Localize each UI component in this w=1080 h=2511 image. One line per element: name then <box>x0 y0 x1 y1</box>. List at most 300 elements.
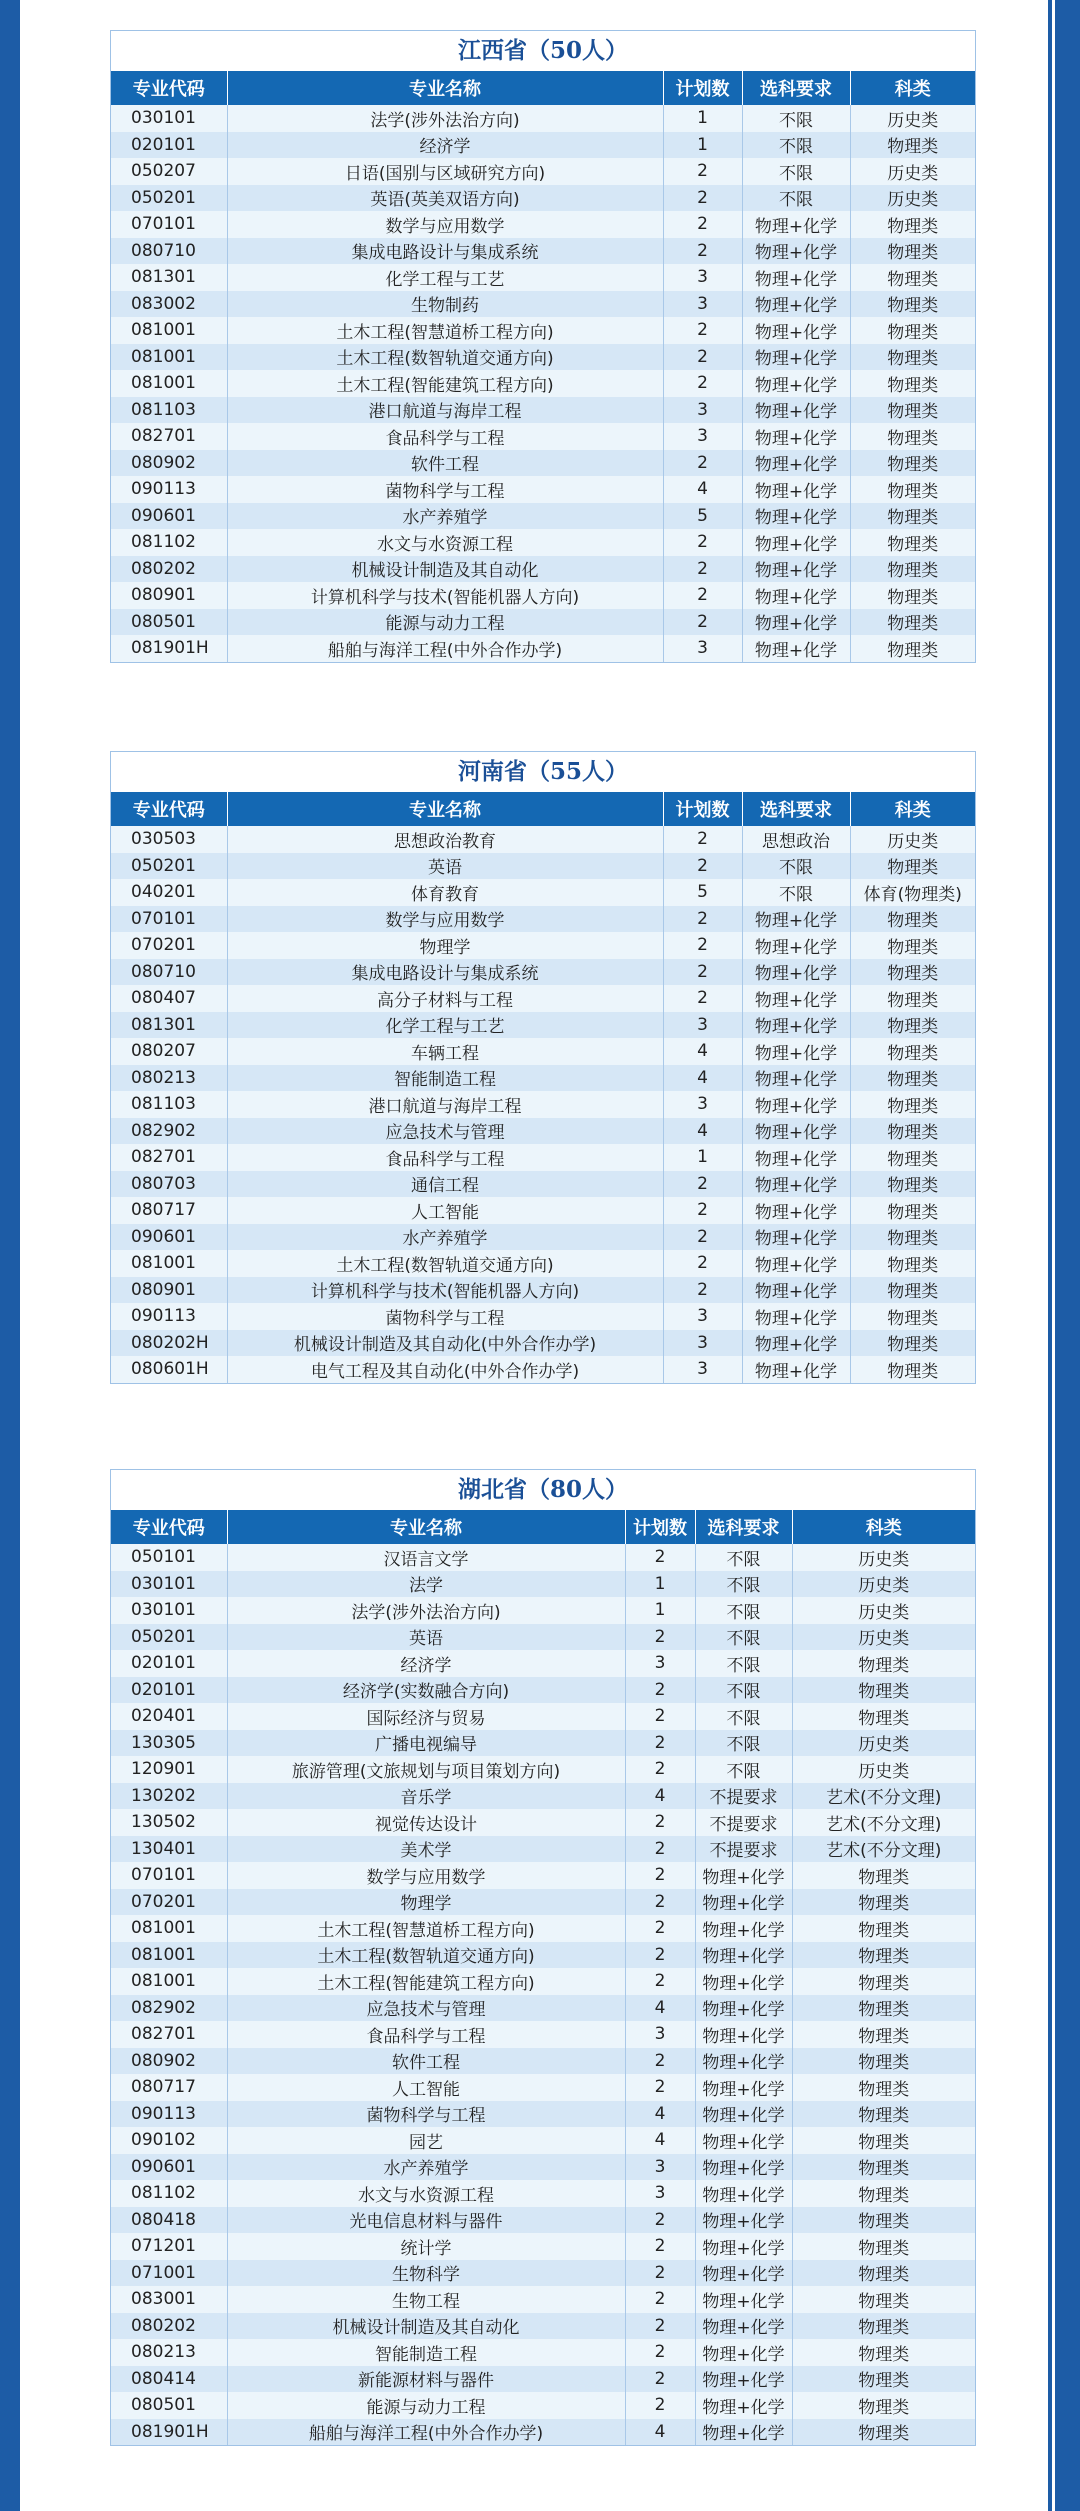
table-row <box>111 2101 975 2128</box>
table-row <box>111 2392 975 2419</box>
category-cell: 历史类 <box>792 1597 975 1624</box>
plan-count-cell: 3 <box>625 2154 695 2181</box>
subject-requirement-cell: 不提要求 <box>695 1783 792 1810</box>
plan-count-cell: 2 <box>663 238 742 265</box>
category-cell: 物理类 <box>850 1118 975 1145</box>
subject-requirement-cell: 物理+化学 <box>695 1942 792 1969</box>
major-code-cell: 070201 <box>111 932 227 959</box>
category-cell: 物理类 <box>792 2101 975 2128</box>
table-row <box>111 1995 975 2022</box>
table-row <box>111 2074 975 2101</box>
table-row <box>111 450 975 477</box>
plan-count-cell: 2 <box>625 1544 695 1571</box>
major-code-cell: 081001 <box>111 344 227 371</box>
major-code-cell: 090113 <box>111 476 227 503</box>
category-cell: 物理类 <box>792 2366 975 2393</box>
right-border-line <box>1048 0 1052 2511</box>
table-row <box>111 2419 975 2446</box>
plan-count-cell: 3 <box>663 1330 742 1357</box>
category-cell: 物理类 <box>792 2127 975 2154</box>
major-name-cell: 英语(英美双语方向) <box>227 185 663 212</box>
category-cell: 物理类 <box>792 2419 975 2446</box>
major-name-cell: 国际经济与贸易 <box>227 1703 625 1730</box>
table-row <box>111 1915 975 1942</box>
table-row <box>111 1571 975 1598</box>
major-name-cell: 水产养殖学 <box>227 2154 625 2181</box>
category-cell: 物理类 <box>792 2339 975 2366</box>
subject-requirement-cell: 物理+化学 <box>742 1038 850 1065</box>
province-title: 湖北省（80人） <box>111 1470 975 1510</box>
category-cell: 物理类 <box>850 397 975 424</box>
category-cell: 物理类 <box>850 932 975 959</box>
table-row <box>111 291 975 318</box>
category-cell: 物理类 <box>850 1197 975 1224</box>
major-code-cell: 080901 <box>111 1277 227 1304</box>
subject-requirement-cell: 物理+化学 <box>742 609 850 636</box>
table-row <box>111 1730 975 1757</box>
subject-requirement-cell: 物理+化学 <box>695 1862 792 1889</box>
subject-requirement-cell: 物理+化学 <box>742 1303 850 1330</box>
major-name-cell: 应急技术与管理 <box>227 1995 625 2022</box>
category-cell: 物理类 <box>850 291 975 318</box>
major-name-cell: 计算机科学与技术(智能机器人方向) <box>227 582 663 609</box>
major-code-cell: 080901 <box>111 582 227 609</box>
subject-requirement-cell: 物理+化学 <box>742 476 850 503</box>
header-plan-count: 计划数 <box>663 71 742 105</box>
subject-requirement-cell: 不限 <box>742 132 850 159</box>
category-cell: 物理类 <box>850 1144 975 1171</box>
major-name-cell: 统计学 <box>227 2233 625 2260</box>
subject-requirement-cell: 物理+化学 <box>695 2366 792 2393</box>
major-code-cell: 080717 <box>111 2074 227 2101</box>
category-cell: 物理类 <box>850 582 975 609</box>
header-subject-requirement: 选科要求 <box>742 71 850 105</box>
major-name-cell: 英语 <box>227 853 663 880</box>
subject-requirement-cell: 不限 <box>695 1650 792 1677</box>
major-code-cell: 030101 <box>111 105 227 132</box>
table-row <box>111 1171 975 1198</box>
plan-count-cell: 3 <box>663 1091 742 1118</box>
major-name-cell: 经济学 <box>227 132 663 159</box>
subject-requirement-cell: 物理+化学 <box>742 238 850 265</box>
category-cell: 物理类 <box>792 1703 975 1730</box>
category-cell: 物理类 <box>792 2154 975 2181</box>
major-name-cell: 集成电路设计与集成系统 <box>227 238 663 265</box>
major-code-cell: 080717 <box>111 1197 227 1224</box>
category-cell: 物理类 <box>792 1915 975 1942</box>
major-code-cell: 082902 <box>111 1118 227 1145</box>
table-row <box>111 2154 975 2181</box>
category-cell: 物理类 <box>850 853 975 880</box>
table-row <box>111 2127 975 2154</box>
table-row <box>111 2180 975 2207</box>
category-cell: 历史类 <box>792 1756 975 1783</box>
plan-count-cell: 4 <box>663 1038 742 1065</box>
major-name-cell: 人工智能 <box>227 1197 663 1224</box>
category-cell: 物理类 <box>792 2233 975 2260</box>
table-header-row <box>111 792 975 826</box>
category-cell: 物理类 <box>850 503 975 530</box>
plan-count-cell: 3 <box>625 2180 695 2207</box>
table-row <box>111 635 975 662</box>
category-cell: 物理类 <box>792 2180 975 2207</box>
subject-requirement-cell: 不限 <box>742 853 850 880</box>
major-name-cell: 机械设计制造及其自动化(中外合作办学) <box>227 1330 663 1357</box>
category-cell: 物理类 <box>792 1968 975 1995</box>
plan-count-cell: 2 <box>625 1624 695 1651</box>
subject-requirement-cell: 物理+化学 <box>742 1144 850 1171</box>
table-row <box>111 397 975 424</box>
major-code-cell: 080202 <box>111 2313 227 2340</box>
category-cell: 物理类 <box>850 1091 975 1118</box>
category-cell: 物理类 <box>792 2048 975 2075</box>
table-row <box>111 556 975 583</box>
major-name-cell: 数学与应用数学 <box>227 906 663 933</box>
category-cell: 物理类 <box>792 1889 975 1916</box>
table-row <box>111 826 975 853</box>
major-name-cell: 食品科学与工程 <box>227 2021 625 2048</box>
major-code-cell: 130502 <box>111 1809 227 1836</box>
table-row <box>111 1197 975 1224</box>
category-cell: 物理类 <box>850 264 975 291</box>
major-name-cell: 应急技术与管理 <box>227 1118 663 1145</box>
major-name-cell: 物理学 <box>227 1889 625 1916</box>
table-row <box>111 503 975 530</box>
major-name-cell: 广播电视编导 <box>227 1730 625 1757</box>
major-code-cell: 080414 <box>111 2366 227 2393</box>
plan-count-cell: 2 <box>625 2339 695 2366</box>
table-row <box>111 185 975 212</box>
category-cell: 物理类 <box>850 238 975 265</box>
right-border-stripe <box>1055 0 1080 2511</box>
subject-requirement-cell: 物理+化学 <box>695 2419 792 2446</box>
table-row <box>111 1277 975 1304</box>
major-code-cell: 020101 <box>111 1650 227 1677</box>
table-hubei <box>110 1469 976 2446</box>
table-row <box>111 1783 975 1810</box>
major-code-cell: 090601 <box>111 2154 227 2181</box>
subject-requirement-cell: 物理+化学 <box>695 2048 792 2075</box>
major-name-cell: 菌物科学与工程 <box>227 1303 663 1330</box>
category-cell: 艺术(不分文理) <box>792 1836 975 1863</box>
subject-requirement-cell: 物理+化学 <box>695 2339 792 2366</box>
table-row <box>111 1862 975 1889</box>
category-cell: 物理类 <box>792 2392 975 2419</box>
major-name-cell: 视觉传达设计 <box>227 1809 625 1836</box>
plan-count-cell: 2 <box>663 158 742 185</box>
category-cell: 体育(物理类) <box>850 879 975 906</box>
plan-count-cell: 2 <box>663 211 742 238</box>
category-cell: 物理类 <box>850 529 975 556</box>
table-jiangxi <box>110 30 976 663</box>
table-row <box>111 2286 975 2313</box>
subject-requirement-cell: 物理+化学 <box>742 1356 850 1383</box>
plan-count-cell: 2 <box>625 1942 695 1969</box>
major-code-cell: 050201 <box>111 185 227 212</box>
category-cell: 物理类 <box>850 1012 975 1039</box>
subject-requirement-cell: 物理+化学 <box>742 1012 850 1039</box>
admission-plan-table <box>111 71 975 662</box>
table-row <box>111 2021 975 2048</box>
subject-requirement-cell: 物理+化学 <box>695 2101 792 2128</box>
major-code-cell: 070101 <box>111 211 227 238</box>
subject-requirement-cell: 物理+化学 <box>695 1915 792 1942</box>
plan-count-cell: 3 <box>663 1356 742 1383</box>
subject-requirement-cell: 不限 <box>695 1597 792 1624</box>
plan-count-cell: 2 <box>625 2207 695 2234</box>
category-cell: 物理类 <box>850 344 975 371</box>
major-code-cell: 080501 <box>111 609 227 636</box>
table-row <box>111 1012 975 1039</box>
major-code-cell: 081001 <box>111 1915 227 1942</box>
major-name-cell: 智能制造工程 <box>227 1065 663 1092</box>
major-code-cell: 080202H <box>111 1330 227 1357</box>
table-row <box>111 1250 975 1277</box>
plan-count-cell: 2 <box>663 556 742 583</box>
major-code-cell: 020401 <box>111 1703 227 1730</box>
subject-requirement-cell: 物理+化学 <box>742 450 850 477</box>
table-row <box>111 1356 975 1383</box>
major-code-cell: 020101 <box>111 1677 227 1704</box>
subject-requirement-cell: 物理+化学 <box>695 2074 792 2101</box>
major-code-cell: 090601 <box>111 1224 227 1251</box>
header-major-name: 专业名称 <box>227 1510 625 1544</box>
major-name-cell: 通信工程 <box>227 1171 663 1198</box>
category-cell: 物理类 <box>850 1224 975 1251</box>
major-code-cell: 020101 <box>111 132 227 159</box>
major-name-cell: 能源与动力工程 <box>227 609 663 636</box>
plan-count-cell: 2 <box>663 529 742 556</box>
major-code-cell: 030101 <box>111 1597 227 1624</box>
subject-requirement-cell: 物理+化学 <box>695 1995 792 2022</box>
plan-count-cell: 1 <box>663 132 742 159</box>
major-name-cell: 土木工程(智慧道桥工程方向) <box>227 1915 625 1942</box>
category-cell: 历史类 <box>850 158 975 185</box>
plan-count-cell: 1 <box>663 1144 742 1171</box>
subject-requirement-cell: 物理+化学 <box>742 1197 850 1224</box>
table-row <box>111 1144 975 1171</box>
subject-requirement-cell: 不限 <box>742 105 850 132</box>
major-name-cell: 食品科学与工程 <box>227 423 663 450</box>
category-cell: 物理类 <box>792 2260 975 2287</box>
subject-requirement-cell: 物理+化学 <box>742 529 850 556</box>
category-cell: 历史类 <box>850 826 975 853</box>
plan-count-cell: 2 <box>625 1756 695 1783</box>
subject-requirement-cell: 物理+化学 <box>695 1889 792 1916</box>
major-name-cell: 音乐学 <box>227 1783 625 1810</box>
major-name-cell: 物理学 <box>227 932 663 959</box>
major-name-cell: 人工智能 <box>227 2074 625 2101</box>
plan-count-cell: 2 <box>625 1968 695 1995</box>
plan-count-cell: 2 <box>625 2392 695 2419</box>
category-cell: 历史类 <box>792 1571 975 1598</box>
major-code-cell: 082701 <box>111 2021 227 2048</box>
major-code-cell: 081102 <box>111 529 227 556</box>
table-row <box>111 985 975 1012</box>
plan-count-cell: 4 <box>625 2127 695 2154</box>
category-cell: 物理类 <box>850 132 975 159</box>
major-code-cell: 081001 <box>111 370 227 397</box>
major-name-cell: 法学(涉外法治方向) <box>227 1597 625 1624</box>
major-name-cell: 软件工程 <box>227 450 663 477</box>
province-title: 江西省（50人） <box>111 31 975 71</box>
plan-count-cell: 2 <box>625 2313 695 2340</box>
major-code-cell: 080710 <box>111 959 227 986</box>
subject-requirement-cell: 物理+化学 <box>742 264 850 291</box>
table-header-row <box>111 71 975 105</box>
subject-requirement-cell: 不提要求 <box>695 1836 792 1863</box>
plan-count-cell: 3 <box>663 264 742 291</box>
table-row <box>111 2048 975 2075</box>
plan-count-cell: 3 <box>625 2021 695 2048</box>
major-code-cell: 090601 <box>111 503 227 530</box>
table-row <box>111 2366 975 2393</box>
subject-requirement-cell: 物理+化学 <box>742 1330 850 1357</box>
subject-requirement-cell: 物理+化学 <box>695 2154 792 2181</box>
table-row <box>111 1650 975 1677</box>
subject-requirement-cell: 物理+化学 <box>742 370 850 397</box>
category-cell: 历史类 <box>792 1544 975 1571</box>
table-row <box>111 1677 975 1704</box>
table-row <box>111 1224 975 1251</box>
header-category: 科类 <box>850 71 975 105</box>
plan-count-cell: 2 <box>663 985 742 1012</box>
subject-requirement-cell: 不限 <box>695 1624 792 1651</box>
subject-requirement-cell: 物理+化学 <box>742 317 850 344</box>
category-cell: 物理类 <box>850 1277 975 1304</box>
category-cell: 物理类 <box>792 1650 975 1677</box>
category-cell: 物理类 <box>792 1677 975 1704</box>
major-code-cell: 070101 <box>111 1862 227 1889</box>
table-row <box>111 1889 975 1916</box>
major-code-cell: 080213 <box>111 1065 227 1092</box>
table-henan <box>110 751 976 1384</box>
header-major-code: 专业代码 <box>111 792 227 826</box>
subject-requirement-cell: 物理+化学 <box>742 932 850 959</box>
plan-count-cell: 1 <box>663 105 742 132</box>
plan-count-cell: 2 <box>625 2233 695 2260</box>
plan-count-cell: 2 <box>625 1862 695 1889</box>
major-name-cell: 机械设计制造及其自动化 <box>227 556 663 583</box>
major-code-cell: 090113 <box>111 2101 227 2128</box>
plan-count-cell: 2 <box>625 2260 695 2287</box>
header-plan-count: 计划数 <box>625 1510 695 1544</box>
major-code-cell: 081301 <box>111 1012 227 1039</box>
subject-requirement-cell: 不限 <box>695 1703 792 1730</box>
major-code-cell: 071001 <box>111 2260 227 2287</box>
subject-requirement-cell: 物理+化学 <box>742 985 850 1012</box>
table-row <box>111 1597 975 1624</box>
major-code-cell: 080710 <box>111 238 227 265</box>
category-cell: 历史类 <box>850 185 975 212</box>
category-cell: 物理类 <box>850 1356 975 1383</box>
major-code-cell: 120901 <box>111 1756 227 1783</box>
plan-count-cell: 2 <box>625 1703 695 1730</box>
major-code-cell: 071201 <box>111 2233 227 2260</box>
major-code-cell: 081901H <box>111 635 227 662</box>
subject-requirement-cell: 物理+化学 <box>742 1277 850 1304</box>
subject-requirement-cell: 物理+化学 <box>742 291 850 318</box>
subject-requirement-cell: 物理+化学 <box>742 1224 850 1251</box>
major-name-cell: 生物制药 <box>227 291 663 318</box>
major-name-cell: 水文与水资源工程 <box>227 2180 625 2207</box>
major-code-cell: 080213 <box>111 2339 227 2366</box>
major-name-cell: 菌物科学与工程 <box>227 476 663 503</box>
header-plan-count: 计划数 <box>663 792 742 826</box>
plan-count-cell: 3 <box>663 1303 742 1330</box>
major-name-cell: 土木工程(数智轨道交通方向) <box>227 1942 625 1969</box>
major-name-cell: 智能制造工程 <box>227 2339 625 2366</box>
table-row <box>111 959 975 986</box>
plan-count-cell: 4 <box>625 1783 695 1810</box>
header-major-code: 专业代码 <box>111 1510 227 1544</box>
subject-requirement-cell: 物理+化学 <box>695 2127 792 2154</box>
table-row <box>111 2233 975 2260</box>
major-code-cell: 082701 <box>111 1144 227 1171</box>
major-code-cell: 080703 <box>111 1171 227 1198</box>
major-name-cell: 能源与动力工程 <box>227 2392 625 2419</box>
category-cell: 物理类 <box>850 1038 975 1065</box>
plan-count-cell: 2 <box>663 1197 742 1224</box>
table-row <box>111 423 975 450</box>
plan-count-cell: 2 <box>625 1809 695 1836</box>
major-name-cell: 经济学(实数融合方向) <box>227 1677 625 1704</box>
major-name-cell: 新能源材料与器件 <box>227 2366 625 2393</box>
plan-count-cell: 1 <box>625 1571 695 1598</box>
category-cell: 历史类 <box>850 105 975 132</box>
category-cell: 物理类 <box>792 1995 975 2022</box>
major-code-cell: 081103 <box>111 1091 227 1118</box>
major-code-cell: 070101 <box>111 906 227 933</box>
subject-requirement-cell: 不限 <box>695 1677 792 1704</box>
category-cell: 物理类 <box>850 1250 975 1277</box>
category-cell: 历史类 <box>792 1624 975 1651</box>
plan-count-cell: 4 <box>625 2419 695 2446</box>
category-cell: 物理类 <box>850 1065 975 1092</box>
table-row <box>111 476 975 503</box>
major-code-cell: 090102 <box>111 2127 227 2154</box>
subject-requirement-cell: 物理+化学 <box>742 556 850 583</box>
plan-count-cell: 2 <box>663 317 742 344</box>
major-code-cell: 090113 <box>111 1303 227 1330</box>
table-row <box>111 1836 975 1863</box>
plan-count-cell: 4 <box>663 476 742 503</box>
plan-count-cell: 3 <box>663 635 742 662</box>
major-name-cell: 机械设计制造及其自动化 <box>227 2313 625 2340</box>
subject-requirement-cell: 不限 <box>695 1571 792 1598</box>
table-row <box>111 529 975 556</box>
major-name-cell: 日语(国别与区域研究方向) <box>227 158 663 185</box>
major-code-cell: 081001 <box>111 1250 227 1277</box>
subject-requirement-cell: 物理+化学 <box>742 1091 850 1118</box>
major-name-cell: 船舶与海洋工程(中外合作办学) <box>227 635 663 662</box>
table-row <box>111 264 975 291</box>
category-cell: 物理类 <box>850 211 975 238</box>
plan-count-cell: 2 <box>663 906 742 933</box>
table-row <box>111 1756 975 1783</box>
plan-count-cell: 2 <box>625 1915 695 1942</box>
major-name-cell: 计算机科学与技术(智能机器人方向) <box>227 1277 663 1304</box>
major-name-cell: 土木工程(智能建筑工程方向) <box>227 1968 625 1995</box>
header-category: 科类 <box>792 1510 975 1544</box>
major-name-cell: 土木工程(智能建筑工程方向) <box>227 370 663 397</box>
category-cell: 艺术(不分文理) <box>792 1809 975 1836</box>
major-name-cell: 集成电路设计与集成系统 <box>227 959 663 986</box>
major-code-cell: 050201 <box>111 1624 227 1651</box>
table-row <box>111 1809 975 1836</box>
table-row <box>111 1544 975 1571</box>
subject-requirement-cell: 物理+化学 <box>695 2233 792 2260</box>
